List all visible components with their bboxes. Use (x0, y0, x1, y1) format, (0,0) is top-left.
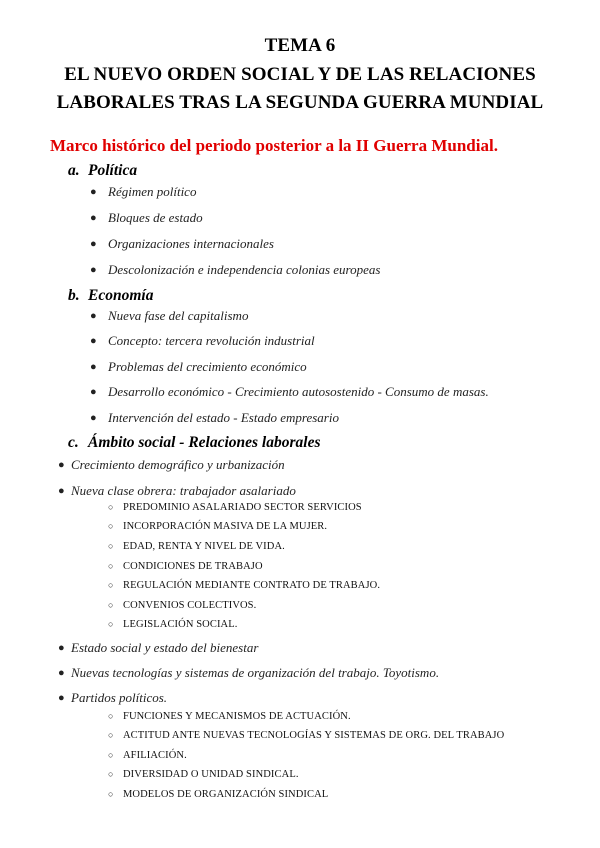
bullet-icon: ● (90, 238, 97, 250)
list-item: ● Intervención del estado - Estado empresario (90, 410, 339, 425)
bullet-icon: ● (90, 310, 97, 322)
sub-list-item: ○ CONDICIONES DE TRABAJO (108, 561, 263, 572)
circle-bullet-icon: ○ (108, 580, 114, 590)
bullet-icon: ● (90, 186, 97, 198)
circle-bullet-icon: ○ (108, 730, 114, 740)
list-item: ● Nueva fase del capitalismo (90, 308, 249, 323)
list-item: ● Concepto: tercera revolución industrial (90, 333, 315, 348)
sub-list-item: ○ ACTITUD ANTE NUEVAS TECNOLOGÍAS Y SISTEMAS DE ORG. DEL TRABAJO (108, 730, 505, 741)
bullet-icon: ● (90, 264, 97, 276)
circle-bullet-icon: ○ (108, 600, 114, 610)
bullet-icon: ● (90, 386, 97, 398)
list-item: ● Partidos políticos. (58, 690, 168, 705)
sub-list-item: ○ PREDOMINIO ASALARIADO SECTOR SERVICIOS (108, 502, 362, 513)
circle-bullet-icon: ○ (108, 619, 114, 629)
list-item: ● Bloques de estado (90, 210, 203, 225)
sub-list-item: ○ INCORPORACIÓN MASIVA DE LA MUJER. (108, 521, 328, 532)
bullet-icon: ● (58, 692, 65, 704)
bullet-icon: ● (90, 412, 97, 424)
circle-bullet-icon: ○ (108, 541, 114, 551)
section-heading-economia (68, 287, 153, 305)
list-item: ● Nuevas tecnologías y sistemas de organización del trabajo. Toyotismo. (58, 665, 440, 680)
circle-bullet-icon: ○ (108, 789, 114, 799)
section-letter: b. (68, 287, 80, 304)
list-item: ● Crecimiento demográfico y urbanización (58, 457, 285, 472)
sub-list-item: ○ LEGISLACIÓN SOCIAL. (108, 619, 238, 630)
circle-bullet-icon: ○ (108, 561, 114, 571)
sub-list-item: ○ FUNCIONES Y MECANISMOS DE ACTUACIÓN. (108, 711, 351, 722)
circle-bullet-icon: ○ (108, 521, 114, 531)
list-item: ● Estado social y estado del bienestar (58, 640, 259, 655)
sub-list-item: ○ AFILIACIÓN. (108, 750, 187, 761)
section-letter: a. (68, 162, 80, 179)
bullet-icon: ● (90, 212, 97, 224)
sub-list-item: ○ REGULACIÓN MEDIANTE CONTRATO DE TRABAJO. (108, 580, 381, 591)
sub-list-item: ○ EDAD, RENTA Y NIVEL DE VIDA. (108, 541, 285, 552)
bullet-icon: ● (58, 485, 65, 497)
list-item: ● Descolonización e independencia colonias europeas (90, 262, 381, 277)
bullet-icon: ● (90, 361, 97, 373)
circle-bullet-icon: ○ (108, 711, 114, 721)
bullet-icon: ● (90, 335, 97, 347)
bullet-icon: ● (58, 667, 65, 679)
section-heading-politica (68, 162, 137, 180)
sub-list-item: ○ MODELOS DE ORGANIZACIÓN SINDICAL (108, 789, 329, 800)
list-item: ● Régimen político (90, 184, 197, 199)
bullet-icon: ● (58, 642, 65, 654)
circle-bullet-icon: ○ (108, 750, 114, 760)
sub-list-item: ○ CONVENIOS COLECTIVOS. (108, 600, 257, 611)
circle-bullet-icon: ○ (108, 769, 114, 779)
circle-bullet-icon: ○ (108, 502, 114, 512)
document-title-line-1: EL NUEVO ORDEN SOCIAL Y DE LAS RELACIONES (64, 64, 536, 85)
section-title: Política (88, 162, 138, 179)
list-item: ● Desarrollo económico - Crecimiento autosostenido - Consumo de masas. (90, 384, 489, 399)
section-title: Ámbito social - Relaciones laborales (88, 434, 321, 451)
bullet-icon: ● (58, 459, 65, 471)
list-item: ● Organizaciones internacionales (90, 236, 274, 251)
section-letter: c. (68, 434, 79, 451)
list-item: ● Nueva clase obrera: trabajador asalariado (58, 483, 296, 498)
list-item: ● Problemas del crecimiento económico (90, 359, 307, 374)
sub-list-item: ○ DIVERSIDAD O UNIDAD SINDICAL. (108, 769, 299, 780)
main-heading: Marco histórico del periodo posterior a la II Guerra Mundial. (50, 136, 498, 155)
section-title: Economía (88, 287, 154, 304)
document-title-line-2: LABORALES TRAS LA SEGUNDA GUERRA MUNDIAL (56, 92, 544, 113)
section-heading-ambito-social (68, 434, 321, 452)
document-title-number: TEMA 6 (264, 35, 336, 56)
